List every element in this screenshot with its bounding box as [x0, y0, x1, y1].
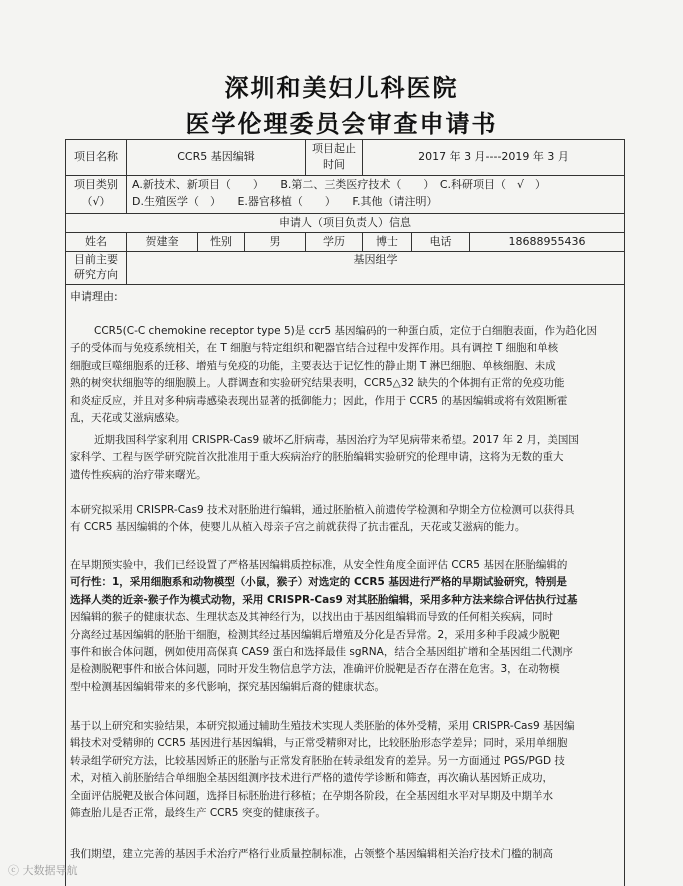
text-line: 可行性：1，采用细胞系和动物模型（小鼠，猴子）对选定的 CCR5 基因进行严格的早期试验研究，特别是	[70, 576, 567, 589]
text-line: 有 CCR5 基因编辑的个体，使婴儿从植入母亲子宫之前就获得了抗击霍乱，天花或艾滋病的能力。	[70, 521, 526, 534]
text-line: 术，对植入前胚胎结合单细胞全基因组测序技术进行严格的遗传学诊断和筛查，再次确认基因矫正成功，	[70, 772, 553, 785]
text-line: CCR5(C-C chemokine receptor type 5)是 ccr5 基因编码的一种蛋白质，定位于白细胞表面，作为趋化因	[94, 325, 597, 337]
hospital-name: 深圳和美妇儿科医院	[224, 73, 459, 102]
table-border-top	[65, 139, 625, 140]
education-label: 学历	[323, 235, 345, 248]
text-line: 型中检测基因编辑带来的多代影响，探究基因编辑后裔的健康状态。	[70, 680, 385, 693]
applicant-education: 博士	[376, 235, 398, 248]
text-line: 是检测脱靶事件和嵌合体问题，同时开发生物信息学方法，准确评价脱靶是否存在潜在危害。3，在动物模	[70, 663, 560, 676]
row-divider	[65, 284, 625, 285]
project-name-label: 项目名称	[74, 150, 118, 163]
phone-label: 电话	[429, 235, 452, 248]
text-line: 细胞或巨噬细胞系的迁移、增殖与免疫的功能，主要表达于记忆性的静止期 T 淋巴细胞、单核细胞、未成	[70, 359, 556, 372]
text-line: 家科学、工程与医学研究院首次批准用于重大疾病治疗的胚胎编辑实验研究的伦理申请，这将为无数的重大	[70, 451, 564, 464]
name-label: 姓名	[85, 235, 107, 248]
watermark	[8, 862, 78, 878]
category-options-line1: A.新技术、新项目（ ） B.第二、三类医疗技术（ ） C.科研项目（ √ ）	[132, 178, 547, 191]
research-direction: 基因组学	[353, 253, 398, 266]
text-line: 辑技术对受精卵的 CCR5 基因进行基因编辑，与正常受精卵对比，比较胚胎形态学差异；同时，采用单细胞	[70, 737, 568, 750]
text-line: 筛查胎儿是否正常，最终生产 CCR5 突变的健康孩子。	[70, 807, 326, 820]
category-options-line2: D.生殖医学（ ） E.器官移植（ ） F.其他（请注明）	[132, 195, 438, 208]
reason-paragraph-3	[70, 502, 620, 537]
category-label: 项目类别	[74, 178, 118, 191]
watermark-text: 大数据导航	[22, 864, 78, 877]
research-label: 目前主要	[74, 253, 118, 266]
reason-paragraph-4	[70, 557, 620, 696]
gender-label: 性别	[210, 235, 232, 248]
reason-paragraph-1	[70, 323, 620, 427]
watermark-icon: ⓒ	[8, 864, 19, 877]
reason-label: 申请理由:	[70, 290, 118, 303]
text-line: 近期我国科学家利用 CRISPR-Cas9 破坏乙肝病毒，基因治疗为罕见病带来希望。2017 年 2 月，美国国	[94, 434, 579, 446]
table-border-right	[624, 139, 625, 886]
text-line: 我们期望，建立完善的基因手术治疗严格行业质量控制标准，占领整个基因编辑相关治疗技术门槛的制高	[70, 848, 553, 860]
text-line: 基于以上研究和实验结果，本研究拟通过辅助生殖技术实现人类胚胎的体外受精，采用 CRISPR-Cas9 基因编	[70, 720, 575, 732]
applicant-gender: 男	[269, 235, 281, 248]
text-line: 子的受体而与免疫系统相关，在 T 细胞与特定组织和靶器官结合过程中发挥作用。具有调控 T 细胞和单核	[70, 342, 559, 355]
applicant-section-title: 申请人（项目负责人）信息	[279, 216, 411, 229]
applicant-name: 贺建奎	[145, 235, 179, 248]
row-divider	[65, 232, 625, 233]
text-line: 和炎症反应，并且对多种病毒感染表现出显著的抵御能力；因此，作用于 CCR5 的基因编辑或将有效阻断霍	[70, 394, 568, 407]
row-divider	[65, 175, 625, 176]
text-line: 因编辑的猴子的健康状态、生理状态及其神经行为，以找出由于基因组编辑而导致的任何相关疾病，同时	[70, 611, 553, 624]
applicant-phone: 18688955436	[508, 235, 586, 248]
text-line: 全面评估脱靶及嵌合体问题，选择目标胚胎进行移植；在孕期各阶段，在全基因组水平对早期及中期羊水	[70, 789, 553, 802]
text-line: 熟的树突状细胞等的细胞膜上。人群调查和实验研究结果表明，CCR5△32 缺失的个体拥有正常的免疫功能	[70, 377, 565, 390]
reason-paragraph-5	[70, 718, 620, 822]
reason-paragraph-6	[70, 846, 620, 863]
period-label: 项目起止	[312, 142, 356, 155]
text-line: 分离经过基因编辑的胚胎干细胞，检测其经过基因编辑后增殖及分化是否异常。2，采用多种手段减少脱靶	[70, 628, 560, 641]
text-line: 事件和嵌合体问题，例如使用高保真 CAS9 蛋白和选择最佳 sgRNA，结合全基因组扩增和全基因组二代测序	[70, 646, 573, 659]
project-name: CCR5 基因编辑	[177, 150, 255, 163]
project-period: 2017 年 3 月----2019 年 3 月	[418, 150, 569, 163]
row-divider	[65, 251, 625, 252]
reason-paragraph-2	[70, 432, 620, 484]
table-border-left	[65, 139, 66, 886]
text-line: 选择人类的近亲-猴子作为模式动物，采用 CRISPR-Cas9 对其胚胎编辑，采用多种方法来综合评估执行过基	[70, 593, 578, 606]
text-line: 在早期预实验中，我们已经设置了严格基因编辑质控标准，从安全性角度全面评估 CCR5 基因在胚胎编辑的	[70, 559, 568, 571]
text-line: 转录组学研究方法，比较基因矫正的胚胎与正常发育胚胎在转录组发育的差异。另一方面通过 PGS/PGD 技	[70, 754, 565, 767]
period-label-2: 时间	[323, 158, 345, 171]
text-line: 乱，天花或艾滋病感染。	[70, 412, 186, 425]
text-line: 遗传性疾病的治疗带来曙光。	[70, 468, 207, 481]
text-line: 本研究拟采用 CRISPR-Cas9 技术对胚胎进行编辑，通过胚胎植入前遗传学检测和孕期全方位检测可以获得具	[70, 504, 575, 516]
research-label-2: 研究方向	[74, 268, 118, 281]
form-title: 医学伦理委员会审查申请书	[185, 109, 498, 138]
category-check-mark: （√）	[81, 195, 111, 208]
row-divider	[65, 213, 625, 214]
